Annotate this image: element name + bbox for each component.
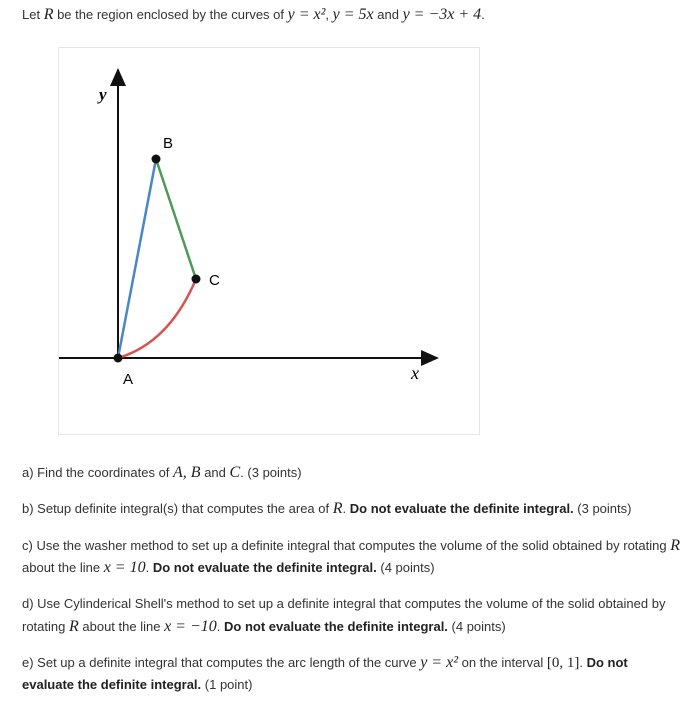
instruction: Do not evaluate the definite integral. [349, 501, 574, 516]
text: about the line [78, 619, 165, 634]
text: and [373, 7, 403, 22]
part-d-line2 [22, 618, 506, 636]
math: R [68, 618, 79, 635]
text: c) Use the washer method to set up a definite integral that computes the volume of the solid obtained by rotating [22, 538, 671, 553]
y-axis-label: y [99, 85, 107, 104]
instruction: Do not evaluate the definite integral. [152, 560, 377, 575]
text: . [481, 7, 485, 22]
text: be the region enclosed by the curves of [53, 7, 288, 22]
segment-ab [118, 159, 156, 358]
problem-intro [22, 6, 485, 24]
part-c-line1 [22, 537, 680, 555]
text: . [342, 501, 350, 516]
text: Let [22, 7, 44, 22]
text: . [145, 560, 153, 575]
text: about the line [22, 560, 104, 575]
points: (1 point) [201, 677, 253, 692]
text: d) Use Cylinderical Shell's method to set up a definite integral that computes the volume of the solid obtained by [22, 596, 666, 611]
math: y = x² [287, 6, 326, 23]
text: e) Set up a definite integral that computes the arc length of the curve [22, 655, 421, 670]
part-a [22, 464, 302, 482]
points: (3 points) [247, 465, 302, 480]
math: R [670, 537, 680, 554]
label-b: B [163, 135, 174, 152]
part-e-line1 [22, 654, 628, 672]
text: on the interval [457, 655, 547, 670]
part-c-line2 [22, 559, 435, 577]
point-a [114, 354, 123, 363]
math: A, B [173, 464, 201, 481]
segment-bc [156, 159, 196, 279]
x-axis-label: x [411, 363, 419, 383]
math: x = 10 [103, 559, 146, 576]
label-c: C [209, 272, 220, 289]
label-a: A [123, 371, 134, 388]
math: y = −3x + 4 [402, 6, 482, 23]
point-b [152, 155, 161, 164]
text: . [579, 655, 587, 670]
instruction: evaluate the definite integral. [22, 677, 202, 692]
math: x = −10 [164, 618, 217, 635]
text: rotating [22, 619, 69, 634]
part-b [22, 500, 631, 518]
math: R [332, 500, 343, 517]
instruction: Do not [586, 655, 628, 670]
points: (4 points) [376, 560, 435, 575]
part-d-line1 [22, 596, 665, 611]
part-e-line2 [22, 677, 252, 692]
math: [0, 1] [546, 655, 580, 671]
point-c [192, 275, 201, 284]
math: y = x² [420, 654, 458, 671]
math: R [43, 6, 54, 23]
math: C [229, 464, 241, 481]
text: b) Setup definite integral(s) that computes the area of [22, 501, 333, 516]
text: and [200, 465, 230, 480]
text: . [240, 465, 248, 480]
text: a) Find the coordinates of [22, 465, 174, 480]
region-figure [58, 47, 480, 435]
math: y = 5x [332, 6, 374, 23]
points: (3 points) [573, 501, 632, 516]
text: . [216, 619, 224, 634]
points: (4 points) [447, 619, 506, 634]
instruction: Do not evaluate the definite integral. [224, 619, 448, 634]
text: , [325, 7, 333, 22]
